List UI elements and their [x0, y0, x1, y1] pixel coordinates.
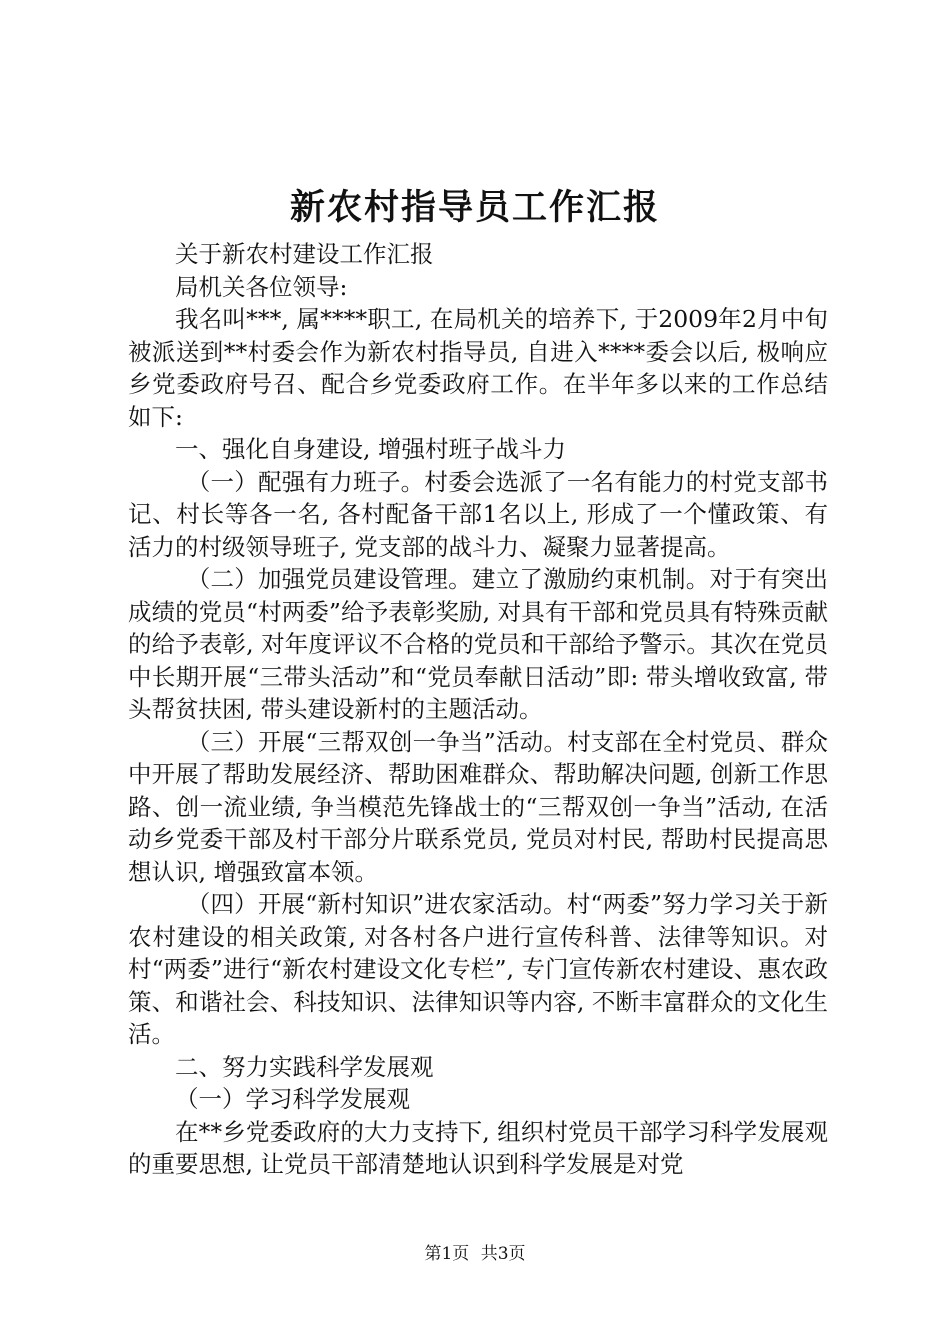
paragraph-intro: 我名叫***, 属****职工, 在局机关的培养下, 于2009年2月中旬被派送到**村委会作为新农村指导员, 自进入****委会以后, 极响应乡党委政府号召、配合乡党委政府工作。在半年多以来的工作总结如下: [128, 305, 828, 431]
paragraph-item-2-1: 在**乡党委政府的大力支持下, 组织村党员干部学习科学发展观的重要思想, 让党员干部清楚地认识到科学发展是对党 [128, 1117, 828, 1178]
page-number-current: 第1页 [424, 1244, 470, 1264]
subsection-heading-2-1: （一）学习科学发展观 [175, 1085, 410, 1113]
page-footer [0, 1242, 950, 1266]
paragraph-item-1-1: （一）配强有力班子。村委会选派了一名有能力的村党支部书记、村长等各一名, 各村配备干部1名以上, 形成了一个懂政策、有活力的村级领导班子, 党支部的战斗力、凝聚力显著提高。 [128, 467, 828, 561]
section-heading-2: 二、努力实践科学发展观 [175, 1052, 434, 1081]
document-title: 新农村指导员工作汇报 [289, 187, 660, 228]
page-number-total: 共3页 [480, 1244, 526, 1264]
paragraph-salutation: 局机关各位领导: [175, 272, 348, 301]
paragraph-item-1-3: （三）开展“三帮双创一争当”活动。村支部在全村党员、群众中开展了帮助发展经济、帮助困难群众、帮助解决问题, 创新工作思路、创一流业绩, 争当模范先锋战士的“三帮双创一争当”活动, 在活动乡党委干部及村干部分片联系党员, 党员对村民, 帮助村民提高思想认识, 增强致富本领。 [128, 727, 828, 886]
section-heading-1: 一、强化自身建设, 增强村班子战斗力 [175, 435, 566, 463]
paragraph-subtitle: 关于新农村建设工作汇报 [175, 240, 434, 268]
paragraph-item-1-4: （四）开展“新村知识”进农家活动。村“两委”努力学习关于新农村建设的相关政策, 对各村各户进行宣传科普、法律等知识。对村“两委”进行“新农村建设文化专栏”, 专门宣传新农村建设、惠农政策、和谐社会、科技知识、法律知识等内容, 不断丰富群众的文化生活。 [128, 890, 828, 1048]
document-body [128, 238, 828, 1181]
paragraph-item-1-2: （二）加强党员建设管理。建立了激励约束机制。对于有突出成绩的党员“村两委”给予表彰奖励, 对具有干部和党员具有特殊贡献的给予表彰, 对年度评议不合格的党员和干部给予警示。其次在党员中长期开展“三带头活动”和“党员奉献日活动”即: 带头增收致富, 带头帮贫扶困, 带头建设新村的主题活动。 [128, 565, 828, 723]
